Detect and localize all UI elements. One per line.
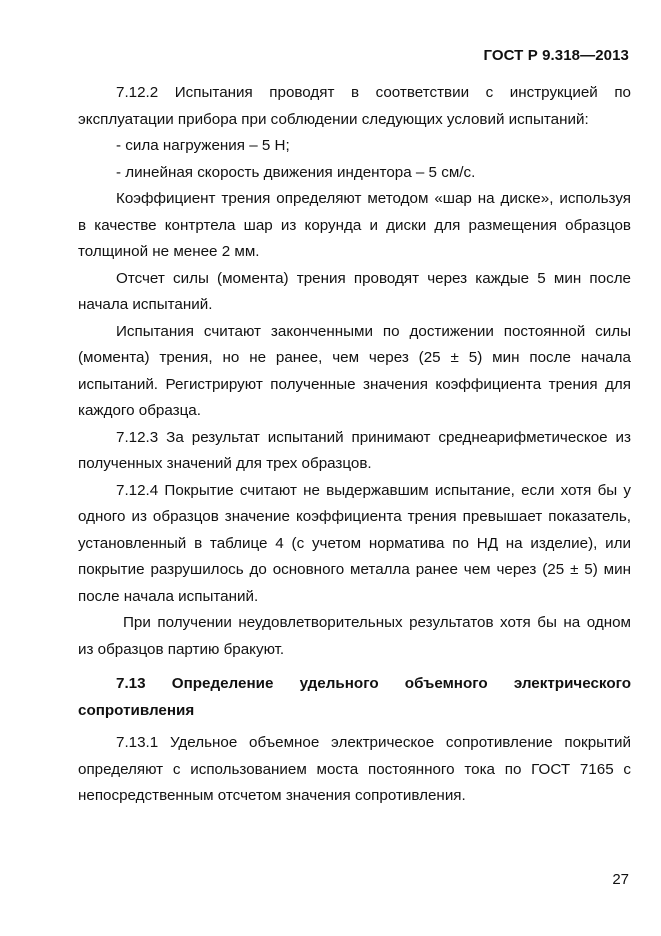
paragraph-friction-method: Коэффициент трения определяют методом «шар на диске», используя в качестве контртела шар из корунда и диски для размещения образцов толщиной не менее 2 мм.	[78, 190, 631, 260]
paragraph-7-12-3: 7.12.3 За результат испытаний принимают среднеарифметическое из полученных значений для трех образцов.	[78, 428, 631, 472]
paragraph-7-12-2: 7.12.2 Испытания проводят в соответствии с инструкцией по эксплуатации прибора при соблюдении следующих условий испытаний:	[78, 84, 631, 128]
paragraph-batch-rejection: При получении неудовлетворительных результатов хотя бы на одном из образцов партию бракуют.	[78, 614, 631, 658]
page-number: 27	[612, 871, 629, 888]
paragraph-test-completion: Испытания считают законченными по достижении постоянной силы (момента) трения, но не ранее, чем через (25 ± 5) мин после начала испытаний. Регистрируют полученные значения коэффициента трения для каждого образца.	[78, 322, 631, 419]
paragraph-7-12-4: 7.12.4 Покрытие считают не выдержавшим испытание, если хотя бы у одного из образцов значение коэффициента трения превышает показатель, установленный в таблице 4 (с учетом норматива по НД на изделие), или покрытие разрушилось до основного металла ранее чем через (25 ± 5) мин после начала испытаний.	[78, 481, 631, 605]
standard-header: ГОСТ Р 9.318—2013	[483, 47, 629, 64]
paragraph-7-13-1: 7.13.1 Удельное объемное электрическое сопротивление покрытий определяют с использованием моста постоянного тока по ГОСТ 7165 с непосредственным отсчетом значения сопротивления.	[78, 734, 631, 804]
paragraph-force-reading: Отсчет силы (момента) трения проводят через каждые 5 мин после начала испытаний.	[78, 269, 631, 313]
section-title-7-13: 7.13 Определение удельного объемного электрического сопротивления	[78, 675, 631, 719]
list-item-load-force: - сила нагружения – 5 Н;	[116, 137, 290, 154]
page-body	[78, 80, 631, 810]
list-item-indenter-speed: - линейная скорость движения индентора – 5 см/с.	[116, 163, 476, 181]
